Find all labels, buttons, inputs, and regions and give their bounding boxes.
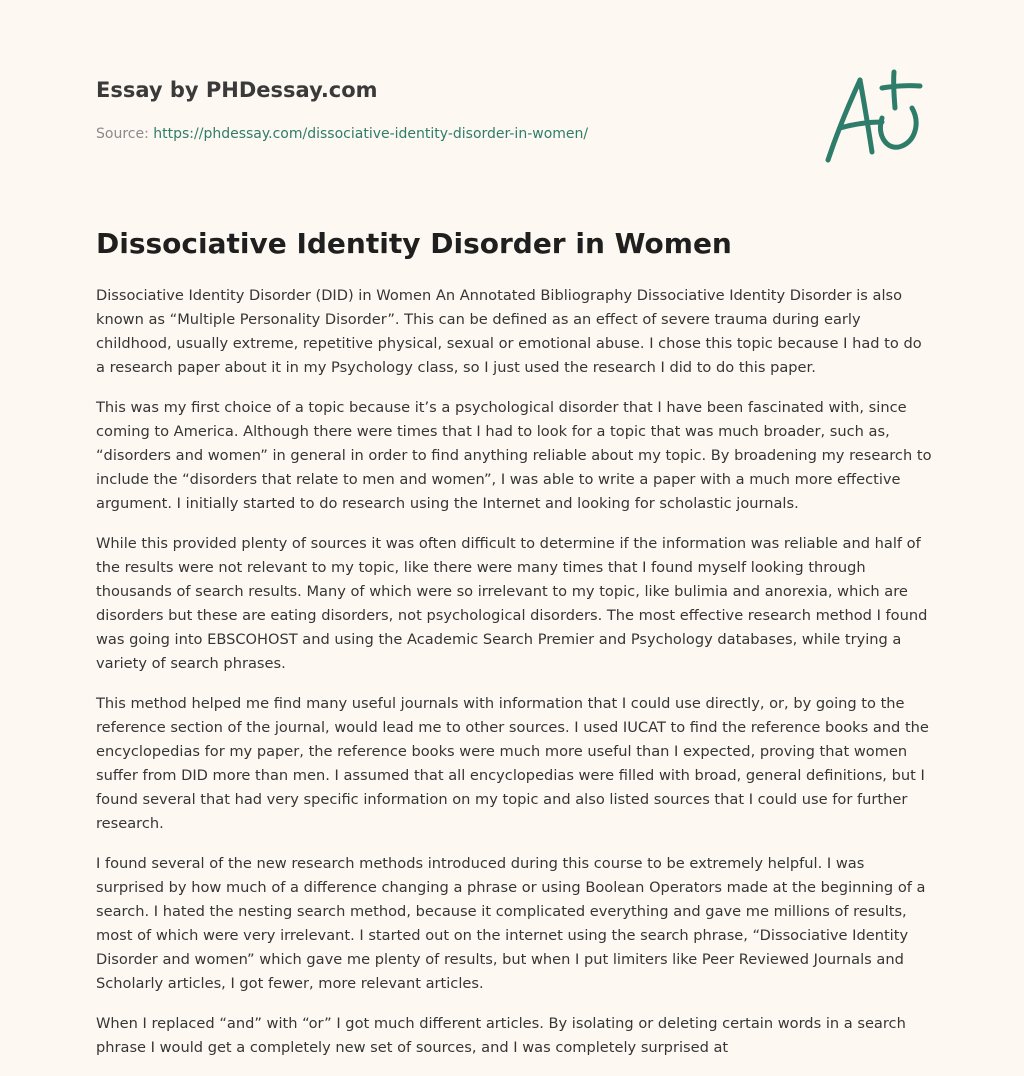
- logo-a-crossbar: [840, 122, 882, 128]
- logo-hook: [880, 108, 916, 147]
- essay-paragraph: This method helped me find many useful journals with information that I could use directly, or, by going to the reference section of the journal, would lead me to other sources. I used IUCAT to find the reference books and the encyclopedias for my paper, the reference books were much more useful than I expected, proving that women suffer from DID more than men. I assumed that all encyclopedias were filled with broad, general definitions, but I found several that had very specific information on my topic and also listed sources that I could use for further research.: [96, 695, 929, 832]
- source-line: [96, 124, 588, 144]
- logo-plus-vertical: [894, 72, 895, 108]
- essay-paragraph: I found several of the new research methods introduced during this course to be extremely helpful. I was surprised by how much of a difference changing a phrase or using Boolean Operators made at the beginning of a search. I hated the nesting search method, because it complicated everything and gave me millions of results, most of which were very irrelevant. I started out on the internet using the search phrase, “Dissociative Identity Disorder and women” which gave me plenty of results, but when I put limiters like Peer Reviewed Journals and Scholarly articles, I got fewer, more relevant articles.: [96, 855, 926, 992]
- logo-plus-horizontal: [882, 86, 920, 88]
- essay-title: Dissociative Identity Disorder in Women: [96, 227, 732, 260]
- essay-paragraph: When I replaced “and” with “or” I got much different articles. By isolating or deleting certain words in a search phrase I would get a completely new set of sources, and I was completely surprised at: [96, 1015, 906, 1056]
- site-brand: Essay by PHDessay.com: [96, 78, 378, 102]
- source-link[interactable]: https://phdessay.com/dissociative-identity-disorder-in-women/: [153, 126, 589, 142]
- logo-strokes: [828, 72, 920, 160]
- logo-a-left-stroke: [828, 80, 860, 160]
- essay-paragraph: While this provided plenty of sources it was often difficult to determine if the information was reliable and half of the results were not relevant to my topic, like there were many times that I found myself looking through thousands of search results. Many of which were so irrelevant to my topic, like bulimia and anorexia, which are disorders but these are eating disorders, not psychological disorders. The most effective research method I found was going into EBSCOHOST and using the Academic Search Premier and Psychology databases, while trying a variety of search phrases.: [96, 535, 928, 672]
- a-plus-grade-icon: [824, 66, 928, 164]
- essay-body: [96, 284, 932, 1076]
- essay-paragraph: This was my first choice of a topic because it’s a psychological disorder that I have been fascinated with, since coming to America. Although there were times that I had to look for a topic that was much broader, such as, “disorders and women” in general in order to find anything reliable about my topic. By broadening my research to include the “disorders that relate to men and women”, I was able to write a paper with a much more effective argument. I initially started to do research using the Internet and looking for scholastic journals.: [96, 399, 932, 512]
- logo-a-right-stroke: [860, 80, 872, 152]
- essay-paragraph: Dissociative Identity Disorder (DID) in Women An Annotated Bibliography Dissociative Identity Disorder is also known as “Multiple Personality Disorder”. This can be defined as an effect of severe trauma during early childhood, usually extreme, repetitive physical, sexual or emotional abuse. I chose this topic because I had to do a research paper about it in my Psychology class, so I just used the research I did to do this paper.: [96, 287, 922, 376]
- source-label: Source:: [96, 126, 154, 142]
